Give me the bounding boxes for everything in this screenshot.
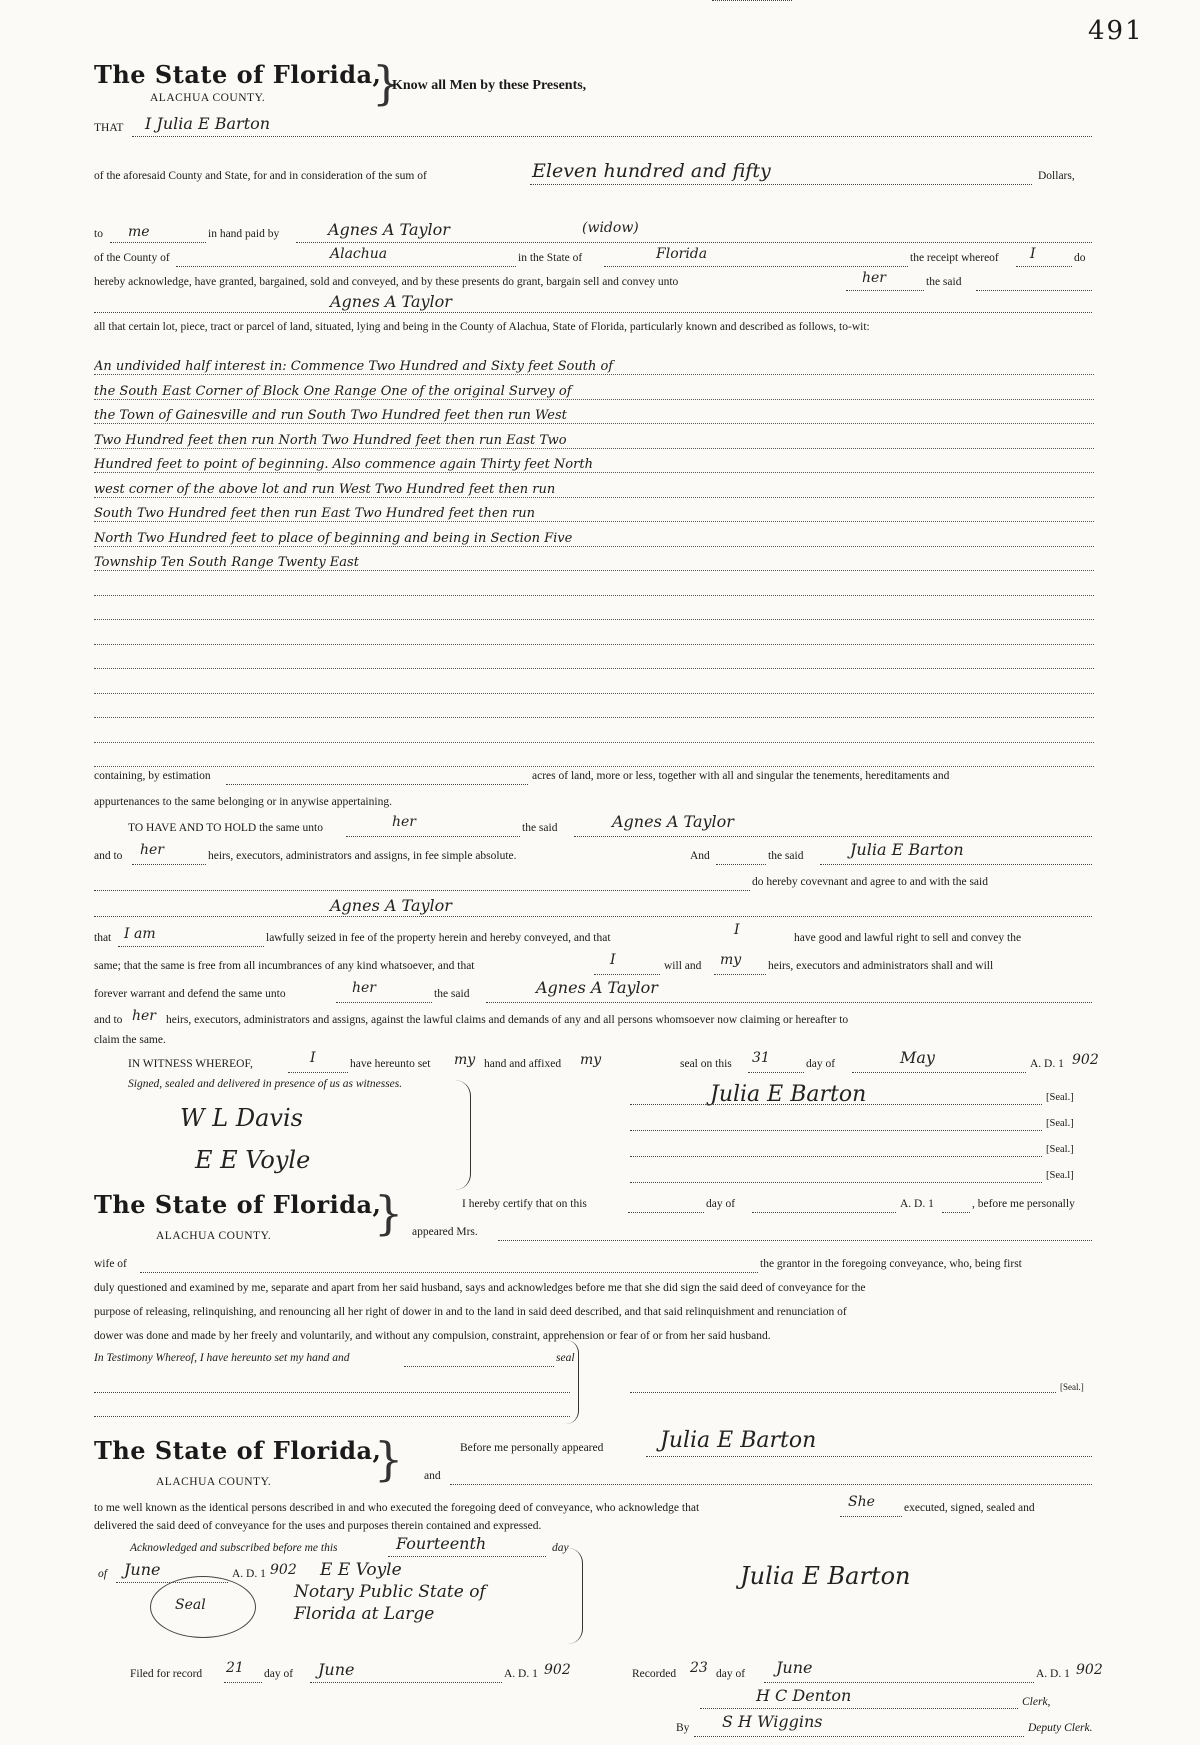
acres-line xyxy=(226,784,528,785)
legal-description-line xyxy=(94,728,1094,743)
witness-2-signature: E E Voyle xyxy=(195,1146,311,1174)
legal-description-line: Two Hundred feet then run North Two Hundred feet then run East Two xyxy=(94,434,1094,449)
ack-state-title: The State of Florida, xyxy=(94,1436,382,1465)
legal-description-line: Township Ten South Range Twenty East xyxy=(94,556,1094,571)
deputy-line xyxy=(694,1736,1024,1737)
dower-year-line xyxy=(942,1212,970,1213)
witness-i-line xyxy=(288,1072,348,1073)
heirs-text: heirs, executors, administrators and assigns, in fee simple absolute. xyxy=(208,850,517,862)
legal-description-line: Hundred feet to point of beginning. Also commence again Thirty feet North xyxy=(94,458,1094,473)
forever-line xyxy=(336,1002,432,1003)
grantee-3-handwritten: Agnes A Taylor xyxy=(330,896,452,915)
ack-and: and xyxy=(424,1470,441,1482)
legal-description-line xyxy=(94,703,1094,718)
the-said-2: the said xyxy=(768,850,804,862)
dower-seal-line xyxy=(630,1392,1056,1393)
grantee-3-line xyxy=(94,916,1092,917)
good-right-text: have good and lawful right to sell and convey the xyxy=(794,932,1022,944)
recorded-ad: A. D. 1 xyxy=(1036,1668,1070,1680)
receipt-line xyxy=(1016,266,1072,267)
grantee-handwritten: Agnes A Taylor xyxy=(330,292,452,311)
recorded-day-of: day of xyxy=(716,1668,746,1680)
appeared-mrs: appeared Mrs. xyxy=(412,1226,478,1238)
the-said-1: the said xyxy=(522,822,558,834)
grantor-handwritten: I Julia E Barton xyxy=(145,114,271,133)
grantor-text: the grantor in the foregoing conveyance, who, being first xyxy=(760,1258,1022,1270)
filed-month-line xyxy=(310,1682,502,1683)
witness-my-2: my xyxy=(580,1052,602,1068)
legal-description-line xyxy=(94,581,1094,596)
ack-before-me: Before me personally appeared xyxy=(460,1442,604,1454)
forever-text: forever warrant and defend the same unto xyxy=(94,988,286,1000)
legal-description-line: west corner of the above lot and run West Two Hundred feet then run xyxy=(94,483,1094,498)
county-line xyxy=(176,266,516,267)
witness-ad: A. D. 1 xyxy=(1030,1058,1064,1070)
dower-day-of: day of xyxy=(706,1198,736,1210)
receipt-label: the receipt whereof xyxy=(910,252,999,264)
testimony-seal: seal xyxy=(556,1352,575,1364)
testimony-line-3 xyxy=(94,1416,570,1417)
my-line xyxy=(714,974,766,975)
legal-description-line xyxy=(94,654,1094,669)
filed-ad: A. D. 1 xyxy=(504,1668,538,1680)
header-brace: } xyxy=(372,56,402,110)
to-have-line xyxy=(346,836,520,837)
dower-county: ALACHUA COUNTY. xyxy=(156,1230,272,1242)
seal-line-2 xyxy=(630,1130,1042,1131)
ack-brace: } xyxy=(374,1432,404,1486)
to-have-label: TO HAVE AND TO HOLD the same unto xyxy=(128,822,323,834)
state-line xyxy=(604,266,908,267)
clerk-signature: H C Denton xyxy=(756,1686,852,1705)
and-to-line xyxy=(132,864,206,865)
claims-text: heirs, executors, administrators and assigns, against the lawful claims and demands of any and all persons whomsoever now claiming or hereafter to xyxy=(166,1014,849,1026)
ack-appeared-line xyxy=(646,1456,1092,1457)
ack-line-2: delivered the said deed of conveyance for the uses and purposes therein contained and expressed. xyxy=(94,1520,542,1532)
free-text: same; that the same is free from all incumbrances of any kind whatsoever, and that xyxy=(94,960,475,972)
am-line xyxy=(118,946,264,947)
witness-month-line xyxy=(852,1072,1026,1073)
county-subtitle: ALACHUA COUNTY. xyxy=(150,92,266,104)
ack-day-line xyxy=(388,1556,546,1557)
widow-handwritten: (widow) xyxy=(582,220,639,236)
i-2-line xyxy=(594,974,660,975)
notary-line-2: Notary Public State of xyxy=(294,1582,486,1602)
grantor-signature: Julia E Barton xyxy=(710,1082,867,1107)
notary-seal-icon xyxy=(150,1576,256,1638)
county-handwritten: Alachua xyxy=(330,246,388,262)
filed-day-handwritten: 21 xyxy=(226,1660,244,1676)
ack-line-1b: executed, signed, sealed and xyxy=(904,1502,1035,1514)
ack-appeared-handwritten: Julia E Barton xyxy=(660,1428,817,1453)
legal-description-line: the Town of Gainesville and run South Two Hundred feet then run West xyxy=(94,409,1094,424)
witness-day-handwritten: 31 xyxy=(752,1050,770,1066)
and-to-label: and to xyxy=(94,850,123,862)
consideration-label: of the aforesaid County and State, for and in consideration of the sum of xyxy=(94,170,427,182)
the-said-line xyxy=(976,290,1092,291)
heirs-exec-text: heirs, executors and administrators shall and will xyxy=(768,960,994,972)
notary-bracket xyxy=(568,1548,583,1644)
do-label: do xyxy=(1074,252,1086,264)
dower-brace: } xyxy=(374,1186,404,1240)
the-said-label: the said xyxy=(926,276,962,288)
ack-of-label: of xyxy=(98,1568,107,1580)
hand-affixed: hand and affixed xyxy=(484,1058,562,1070)
state-label: in the State of xyxy=(518,252,583,264)
clerk-line xyxy=(700,1708,1018,1709)
know-all-men: Know all Men by these Presents, xyxy=(392,78,587,93)
filed-day-of: day of xyxy=(264,1668,294,1680)
and-to-handwritten: her xyxy=(140,842,164,858)
deputy-label: Deputy Clerk. xyxy=(1028,1722,1093,1734)
state-handwritten: Florida xyxy=(656,246,708,262)
signed-sealed: Signed, sealed and delivered in presence of us as witnesses. xyxy=(128,1078,403,1090)
covenant-line xyxy=(94,890,750,891)
and-to-2-handwritten: her xyxy=(132,1008,156,1024)
grantee-1-line xyxy=(574,836,1092,837)
witness-year-handwritten: 902 xyxy=(1072,1052,1099,1068)
claim-text: claim the same. xyxy=(94,1034,166,1046)
dower-day-line xyxy=(628,1212,704,1213)
dower-line-1: duly questioned and examined by me, separate and apart from her said husband, says and acknowledges before me that she did sign the said deed of conveyance for the xyxy=(94,1282,866,1294)
recorded-day-handwritten: 23 xyxy=(690,1660,708,1676)
grantor-2-line xyxy=(820,864,1092,865)
seal-label-2: [Seal.] xyxy=(1046,1118,1074,1129)
notary-seal-text: Seal xyxy=(175,1597,206,1613)
ack-signature: Julia E Barton xyxy=(740,1562,911,1590)
appeared-line xyxy=(498,1240,1092,1241)
paid-by-handwritten: Agnes A Taylor xyxy=(328,220,450,239)
ack-day-label: day xyxy=(552,1542,569,1554)
dower-month-line xyxy=(752,1212,896,1213)
legal-description-line xyxy=(94,605,1094,620)
seal-label-4: [Sea.l] xyxy=(1046,1170,1074,1181)
ack-she-handwritten: She xyxy=(848,1494,875,1510)
grantee-4-handwritten: Agnes A Taylor xyxy=(536,978,658,997)
have-set: have hereunto set xyxy=(350,1058,431,1070)
ack-month-handwritten: June xyxy=(124,1560,161,1579)
ack-day-handwritten: Fourteenth xyxy=(396,1534,487,1553)
seal-on-this: seal on this xyxy=(680,1058,732,1070)
seal-line-4 xyxy=(630,1182,1042,1183)
testimony-bracket xyxy=(566,1340,579,1424)
legal-description-line: the South East Corner of Block One Range One of the original Survey of xyxy=(94,385,1094,400)
recorded-label: Recorded xyxy=(632,1668,677,1680)
legal-description-line xyxy=(94,752,1094,767)
filed-month-handwritten: June xyxy=(318,1660,355,1679)
clerk-label: Clerk, xyxy=(1022,1696,1051,1708)
acknowledge-text: hereby acknowledge, have granted, bargained, sold and conveyed, and by these presents do grant, bargain sell and convey unto xyxy=(94,276,679,288)
state-title: The State of Florida, xyxy=(94,60,382,89)
seal-label-1: [Seal.] xyxy=(1046,1092,1074,1103)
receipt-handwritten: I xyxy=(1030,246,1036,262)
dower-line-3: dower was done and made by her freely and voluntarily, and without any compulsion, constraint, apprehension or fear of or from her said husband. xyxy=(94,1330,771,1342)
grantor-2-handwritten: Julia E Barton xyxy=(850,840,964,859)
to-have-handwritten: her xyxy=(392,814,416,830)
by-label: By xyxy=(676,1722,690,1734)
legal-description-line: North Two Hundred feet to place of beginning and being in Section Five xyxy=(94,532,1094,547)
seal-label-3: [Seal.] xyxy=(1046,1144,1074,1155)
page-number: 491 xyxy=(1088,16,1144,46)
i-1-line xyxy=(712,0,792,1)
i-2-handwritten: I xyxy=(610,952,616,968)
filed-year-handwritten: 902 xyxy=(544,1662,571,1678)
acres-text: acres of land, more or less, together with all and singular the tenements, hereditaments and xyxy=(532,770,950,782)
wife-of-line xyxy=(140,1272,758,1273)
in-witness: IN WITNESS WHEREOF, xyxy=(128,1058,253,1070)
the-said-3: the said xyxy=(434,988,470,1000)
i-1-handwritten: I xyxy=(734,922,740,938)
ack-and-line xyxy=(450,1484,1092,1485)
paid-by-label: in hand paid by xyxy=(208,228,280,240)
ack-line-1a: to me well known as the identical persons described in and who executed the foregoing deed of conveyance, who acknowledge that xyxy=(94,1502,700,1514)
unto-handwritten: her xyxy=(862,270,886,286)
am-handwritten: I am xyxy=(124,926,156,942)
legal-description-line xyxy=(94,630,1094,645)
unto-line xyxy=(846,290,924,291)
witness-my-1: my xyxy=(454,1052,476,1068)
recorded-year-handwritten: 902 xyxy=(1076,1662,1103,1678)
to-line xyxy=(110,242,206,243)
witness-i-handwritten: I xyxy=(310,1050,316,1066)
to-label: to xyxy=(94,228,103,240)
notary-line-3: Florida at Large xyxy=(294,1604,435,1624)
dower-seal-label: [Seal.] xyxy=(1060,1382,1084,1392)
and-to-2: and to xyxy=(94,1014,123,1026)
ack-she-line xyxy=(840,1516,902,1517)
dower-before-me: , before me personally xyxy=(972,1198,1075,1210)
ack-ad: A. D. 1 xyxy=(232,1568,266,1580)
grantee-1-handwritten: Agnes A Taylor xyxy=(612,812,734,831)
dower-state-title: The State of Florida, xyxy=(94,1190,382,1219)
acknowledged-text: Acknowledged and subscribed before me this xyxy=(130,1542,338,1554)
sum-line xyxy=(530,184,1032,185)
witness-day-line xyxy=(748,1072,804,1073)
that-label-2: that xyxy=(94,932,112,944)
dollars-label: Dollars, xyxy=(1038,170,1075,182)
recorded-month-handwritten: June xyxy=(776,1658,813,1677)
notary-line-1: E E Voyle xyxy=(320,1560,402,1580)
witness-day-of: day of xyxy=(806,1058,836,1070)
ack-year-handwritten: 902 xyxy=(270,1562,297,1578)
covenant-text: do hereby covevnant and agree to and with the said xyxy=(752,876,988,888)
witness-1-signature: W L Davis xyxy=(180,1104,303,1132)
testimony-text: In Testimony Whereof, I have hereunto set my hand and xyxy=(94,1352,350,1364)
my-handwritten: my xyxy=(720,952,742,968)
grantee-line xyxy=(94,312,1092,313)
seized-text: lawfully seized in fee of the property herein and hereby conveyed, and that xyxy=(266,932,611,944)
appurtenances-text: appurtenances to the same belonging or in anywise appertaining. xyxy=(94,796,392,808)
that-line xyxy=(132,136,1092,137)
filed-day-line xyxy=(224,1682,262,1683)
seal-line-1 xyxy=(630,1104,1042,1105)
filed-label: Filed for record xyxy=(130,1668,203,1680)
sum-handwritten: Eleven hundred and fifty xyxy=(532,160,771,182)
testimony-line-2 xyxy=(94,1392,570,1393)
and-line xyxy=(716,864,766,865)
deputy-signature: S H Wiggins xyxy=(722,1712,823,1731)
land-description-intro: all that certain lot, piece, tract or parcel of land, situated, lying and being in the County of Alachua, State of Florida, particularly known and described as follows, to-wit: xyxy=(94,321,870,333)
county-label: of the County of xyxy=(94,252,170,264)
ack-county: ALACHUA COUNTY. xyxy=(156,1476,272,1488)
paid-by-line xyxy=(296,242,1092,243)
recorded-month-line xyxy=(764,1682,1034,1683)
seal-line-3 xyxy=(630,1156,1042,1157)
grantee-4-line xyxy=(486,1002,1092,1003)
will-and: will and xyxy=(664,960,702,972)
forever-handwritten: her xyxy=(352,980,376,996)
wife-of: wife of xyxy=(94,1258,127,1270)
containing-text: containing, by estimation xyxy=(94,770,211,782)
dower-ad: A. D. 1 xyxy=(900,1198,934,1210)
legal-description-line: An undivided half interest in: Commence Two Hundred and Sixty feet South of xyxy=(94,360,1094,375)
legal-description-line: South Two Hundred feet then run East Two Hundred feet then run xyxy=(94,507,1094,522)
witness-month-handwritten: May xyxy=(900,1048,935,1067)
testimony-line xyxy=(404,1366,554,1367)
legal-description-line xyxy=(94,679,1094,694)
that-label: THAT xyxy=(94,122,124,134)
witness-bracket xyxy=(450,1080,471,1190)
to-handwritten: me xyxy=(128,224,150,240)
dower-certify: I hereby certify that on this xyxy=(462,1198,587,1210)
dower-line-2: purpose of releasing, relinquishing, and renouncing all her right of dower in and to the land in said deed described, and that said relinquishment and renunciation of xyxy=(94,1306,847,1318)
and-label: And xyxy=(690,850,710,862)
